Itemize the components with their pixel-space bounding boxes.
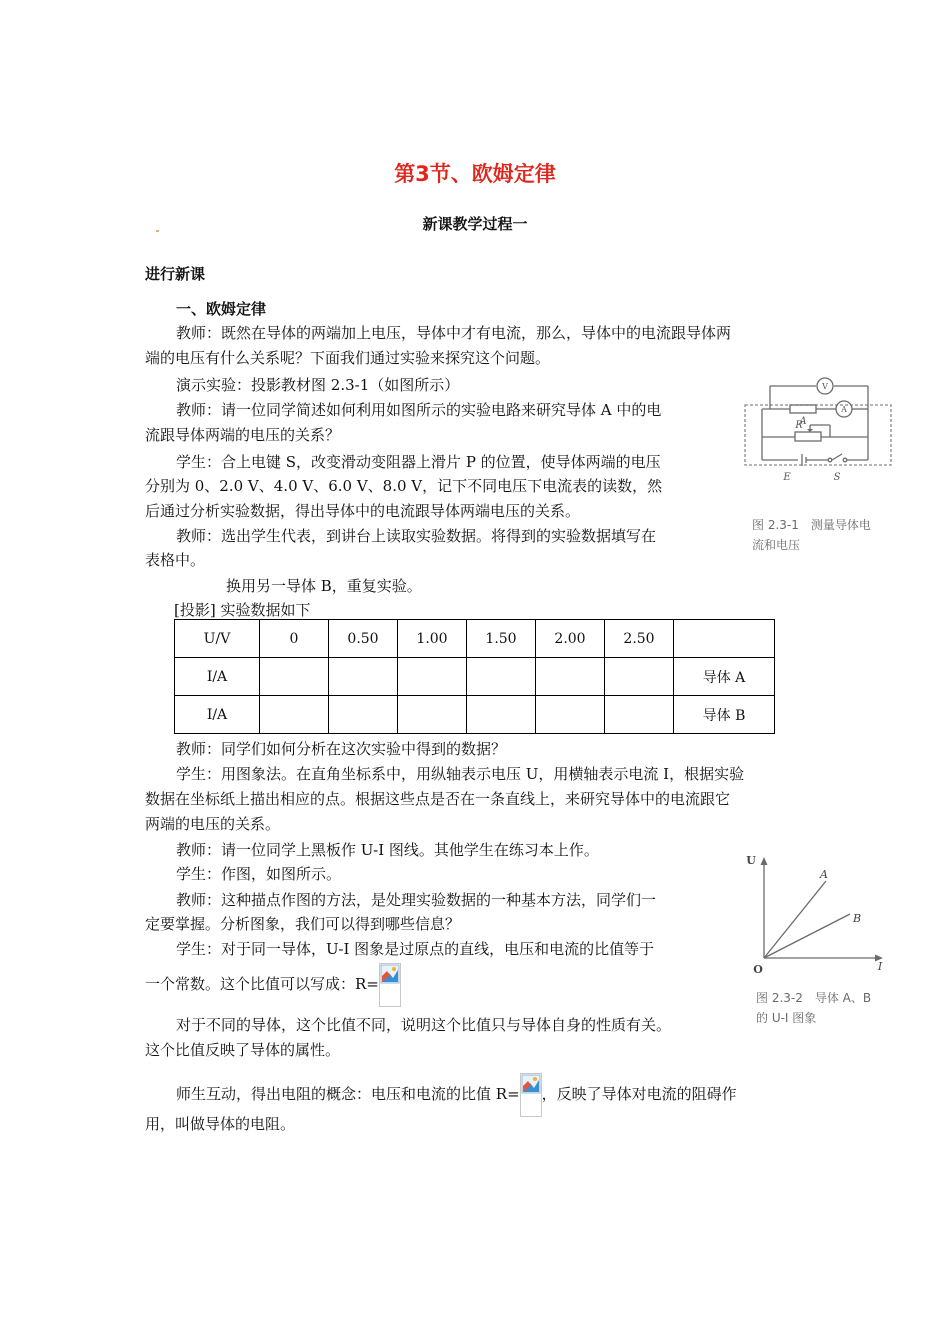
table-cell: I/A <box>175 696 260 734</box>
table-cell <box>398 696 467 734</box>
table-cell: I/A <box>175 658 260 696</box>
paragraph-line: 分别为 0、2.0 V、4.0 V、6.0 V、8.0 V，记下不同电压下电流表的读数，然 <box>145 477 663 495</box>
y-axis-label: U <box>746 854 756 867</box>
figure-caption: 图 2.3-1 测量导体电 <box>752 518 871 532</box>
paragraph-line: 端的电压有什么关系呢？下面我们通过实验来探究这个问题。 <box>145 349 551 367</box>
paragraph-line: 表格中。 <box>145 551 206 569</box>
paragraph-line: 数据在坐标纸上描出相应的点。根据这些点是否在一条直线上，来研究导体中的电流跟它 <box>145 790 731 808</box>
table-cell: 0.50 <box>329 620 398 658</box>
table-cell: U/V <box>175 620 260 658</box>
data-table <box>174 619 775 734</box>
table-cell: 导体 B <box>674 696 775 734</box>
formula-image-icon <box>520 1073 542 1117</box>
ui-graph <box>740 848 900 983</box>
line-a-label: A <box>820 868 828 881</box>
emf-label: E <box>783 472 791 483</box>
table-cell: 1.00 <box>398 620 467 658</box>
figure-caption: 流和电压 <box>752 538 801 552</box>
origin-label: O <box>753 963 763 976</box>
paragraph-line: 对于不同的导体，这个比值不同，说明这个比值只与导体自身的性质有关。 <box>176 1016 672 1034</box>
paragraph-line: 演示实验：投影教材图 2.3-1（如图所示） <box>176 376 460 394</box>
paragraph-line: 学生：合上电键 S，改变滑动变阻器上滑片 P 的位置，使导体两端的电压 <box>176 453 661 471</box>
paragraph-line: 教师：请一位同学上黑板作 U-I 图线。其他学生在练习本上作。 <box>176 841 599 859</box>
table-cell <box>605 696 674 734</box>
decorative-mark <box>156 230 159 232</box>
page-subtitle: 新课教学过程一 <box>422 215 528 233</box>
table-cell <box>260 658 329 696</box>
paragraph-line: 换用另一导体 B，重复实验。 <box>226 577 422 595</box>
ammeter-label: A <box>841 405 847 414</box>
rheostat-label: R <box>795 420 803 431</box>
formula-line <box>145 963 401 1007</box>
table-cell: 2.50 <box>605 620 674 658</box>
paragraph-line: 学生：对于同一导体，U-I 图象是过原点的直线，电压和电流的比值等于 <box>176 940 655 958</box>
figure-caption: 图 2.3-2 导体 A、B <box>756 991 872 1005</box>
formula-image-icon <box>379 963 401 1007</box>
table-cell <box>605 658 674 696</box>
paragraph-line: 两端的电压的关系。 <box>145 815 281 833</box>
table-cell <box>467 658 536 696</box>
x-axis-label: I <box>877 960 883 973</box>
figure-caption: 的 U-I 图象 <box>756 1011 817 1025</box>
paragraph-line: 教师：请一位同学简述如何利用如图所示的实验电路来研究导体 A 中的电 <box>176 401 662 419</box>
section-heading: 进行新课 <box>145 265 206 283</box>
paragraph-line: 用，叫做导体的电阻。 <box>145 1115 296 1133</box>
table-cell <box>329 658 398 696</box>
table-cell <box>536 696 605 734</box>
paragraph-line: 流跟导体两端的电压的关系？ <box>145 426 341 444</box>
table-cell <box>329 696 398 734</box>
paragraph-line: 学生：作图，如图所示。 <box>176 865 342 883</box>
ohms-law-heading: 一、欧姆定律 <box>176 300 267 318</box>
table-cell <box>467 696 536 734</box>
table-cell: 0 <box>260 620 329 658</box>
table-row <box>175 696 775 734</box>
page-title: 第3节、欧姆定律 <box>394 162 556 186</box>
table-cell: 2.00 <box>536 620 605 658</box>
table-cell <box>398 658 467 696</box>
table-cell <box>674 620 775 658</box>
table-cell: 1.50 <box>467 620 536 658</box>
resistor-label: A <box>799 416 807 427</box>
table-header-row <box>175 620 775 658</box>
paragraph-line: 这个比值反映了导体的属性。 <box>145 1041 341 1059</box>
paragraph-line: 教师：选出学生代表，到讲台上读取实验数据。将得到的实验数据填写在 <box>176 527 657 545</box>
table-row <box>175 658 775 696</box>
paragraph-line: 学生：用图象法。在直角坐标系中，用纵轴表示电压 U，用横轴表示电流 I，根据实验 <box>176 765 745 783</box>
paragraph-text: ，反映了导体对电流的阻碍作 <box>541 1085 737 1103</box>
table-cell: 导体 A <box>674 658 775 696</box>
ui-graph-figure <box>740 848 900 1033</box>
paragraph-text: 师生互动，得出电阻的概念：电压和电流的比值 R= <box>176 1085 520 1103</box>
paragraph-line: 教师：既然在导体的两端加上电压，导体中才有电流，那么，导体中的电流跟导体两 <box>176 324 732 342</box>
table-cell <box>260 696 329 734</box>
formula-line <box>176 1073 737 1117</box>
voltmeter-label: V <box>822 382 828 391</box>
circuit-figure <box>740 375 900 555</box>
paragraph-line: 教师：同学们如何分析在这次实验中得到的数据？ <box>176 740 507 758</box>
paragraph-line: 定要掌握。分析图象，我们可以得到哪些信息？ <box>145 915 461 933</box>
paragraph-line: [投影] 实验数据如下 <box>174 601 311 619</box>
table-cell <box>536 658 605 696</box>
line-b-label: B <box>852 912 862 925</box>
paragraph-text: 一个常数。这个比值可以写成：R= <box>145 975 379 993</box>
circuit-diagram <box>740 375 900 510</box>
paragraph-line: 后通过分析实验数据，得出导体中的电流跟导体两端电压的关系。 <box>145 502 581 520</box>
paragraph-line: 教师：这种描点作图的方法，是处理实验数据的一种基本方法，同学们一 <box>176 891 657 909</box>
switch-label: S <box>833 472 841 483</box>
